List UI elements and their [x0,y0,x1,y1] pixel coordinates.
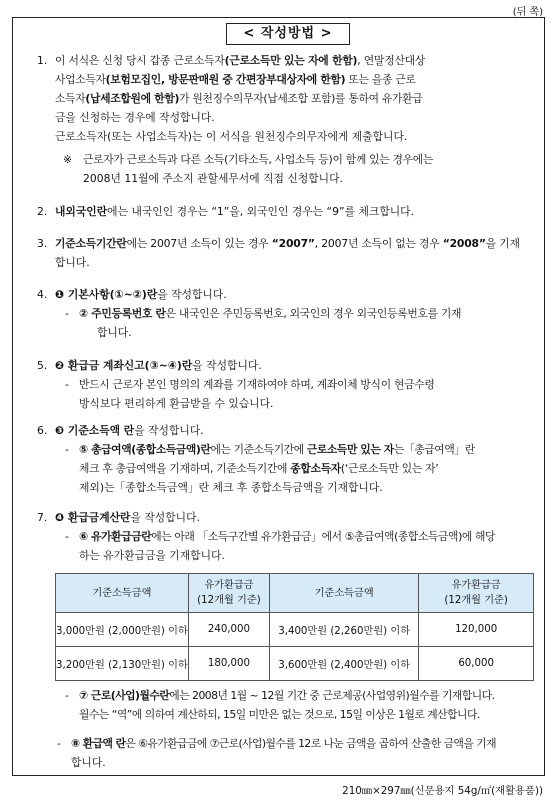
table-cell: 3,200만원 (2,130만원) 이하 [56,647,189,681]
section-6 [13,421,546,497]
s7b-line2: 월수는 “역”에 의하여 계산하되, 15일 미만은 없는 것으로, 15일 이상은 1월로 계산합니다. [79,708,480,721]
s3-text-3: 을 기재 [485,237,520,250]
s7-heading-end: 을 작성합니다. [130,511,200,524]
section-3 [13,234,546,272]
refund-amount-table [55,573,534,681]
s1-line4: 금을 신청하는 경우에 작성합니다. [55,111,215,124]
s5-heading-end: 을 작성합니다. [192,359,262,372]
paper-spec-footer: 210㎜×297㎜(신문용지 54g/㎡(재활용품)) [342,785,543,797]
s1-line5: 근로소득자(또는 사업소득자)는 이 서식을 원천징수의무자에게 제출합니다. [55,130,408,143]
header-base-income-2: 기준소득금액 [270,574,419,613]
s1-note-line1: 근로자가 근로소득과 다른 소득(기타소득, 사업소득 등)이 함께 있는 경우에는 [83,153,434,166]
s7-heading: ❹ 환급금계산란 [55,511,131,524]
s6-heading: ❸ 기준소득액 란 [55,424,135,437]
s7b-bold: ⑦ 근로(사업)월수란 [79,689,170,702]
back-side-label: (뒤 쪽) [512,7,543,18]
s1-line3-end: 가 원천징수의무자(납세조합 포함)를 통하여 유가환급 [179,92,423,105]
s2-text: 에는 내국인인 경우는 “1”을, 외국인인 경우는 “9”를 체크합니다. [107,205,415,218]
s3-text-1: 에는 2007년 소득이 있는 경우 [126,237,272,250]
dash: - [65,378,69,391]
dash: - [57,737,61,750]
table-cell: 180,000 [188,647,269,681]
table-cell: 3,600만원 (2,400만원) 이하 [270,647,419,681]
s1-line3-bold: (납세조합원에 한함) [85,92,180,105]
s5-heading: ❷ 환급금 계좌신고(③~④)란 [55,359,193,372]
table-cell: 3,400만원 (2,260만원) 이하 [270,613,419,647]
instructions-frame [12,17,545,776]
s1-line2-end: 또는 을종 근로 [345,73,416,86]
header-refund-1: 유가환급금 (12개월 기준) [188,574,269,613]
s4-line3: 합니다. [97,326,132,339]
section-number: 3. [37,237,48,250]
s5-line2: 반드시 근로자 본인 명의의 계좌를 기재하여야 하며, 계좌이체 방식이 현금수령 [79,378,435,391]
s3-line2: 합니다. [55,256,90,269]
section-4 [13,285,546,342]
s2-bold: 내외국인란 [55,205,108,218]
header-refund-2: 유가환급금 (12개월 기준) [419,574,534,613]
s5-line3: 방식보다 편리하게 환급받을 수 있습니다. [79,397,274,410]
s6-line3-text: 체크 후 총급여액을 기재하며, 기준소득기간에 [79,462,291,475]
dash: - [65,530,69,543]
header-base-income-1: 기준소득금액 [56,574,189,613]
s1-line2-text: 사업소득자 [55,73,106,86]
note-mark: ※ [63,153,73,166]
section-number: 4. [37,288,48,301]
section-5 [13,356,546,413]
s4-item-bold: ② 주민등록번호 란 [79,307,166,320]
table-cell: 120,000 [419,613,534,647]
section-number: 1. [37,54,48,67]
s6-text-1: 에는 기준소득기간에 [210,443,307,456]
s7-item-text: 에는 아래 「소득구간별 유가환급금」에서 ⑤총급여액(종합소득금액)에 해당 [151,530,495,543]
s6-item-bold: ⑤ 총급여액(종합소득금액)란 [79,443,211,456]
section-number: 6. [37,424,48,437]
s1-line1-text: 이 서식은 신청 당시 갑종 근로소득자 [55,54,225,67]
s7c-line2: 합니다. [71,756,106,769]
s7-item-bold: ⑥ 유가환급금란 [79,530,152,543]
s1-line3-text: 소득자 [55,92,86,105]
dash: - [65,689,69,702]
s3-bold: 기준소득기간란 [55,237,127,250]
s1-line1-bold: (근로소득만 있는 자에 한함) [224,54,358,67]
s6-bold-2: 근로소득만 있는 자 [306,443,394,456]
s7c-text: 은 ⑥유가환급금에 ⑦근로(사업)월수를 12로 나눈 금액을 곱하여 산출한 금액을 기재 [125,737,496,750]
table-header-row [56,574,534,613]
s3-year-2008: “2008” [442,237,486,250]
s1-line1-end: , 연말정산대상 [357,54,426,67]
s7c-bold: ⑧ 환급액 란 [71,737,126,750]
s6-text-2: 는「총급여액」란 [393,443,475,456]
table-row [56,647,534,681]
s1-note-line2: 2008년 11월에 주소지 관할세무서에 직접 신청합니다. [83,172,343,185]
s6-line4: 제외)는「종합소득금액」란 체크 후 종합소득금액을 기재합니다. [79,481,383,494]
s4-item-text: 은 내국인은 주민등록번호, 외국인의 경우 외국인등록번호를 기재 [165,307,462,320]
section-number: 7. [37,511,48,524]
s6-line3-end: (‘근로소득만 있는 자’ [340,462,439,475]
section-number: 2. [37,205,48,218]
s6-line3-bold: 종합소득자 [290,462,341,475]
s6-heading-end: 을 작성합니다. [134,424,204,437]
table-cell: 3,000만원 (2,000만원) 이하 [56,613,189,647]
s7-line3: 하는 유가환급금을 기재합니다. [79,549,225,562]
s1-line2-bold: (보험모집인, 방문판매원 중 간편장부대상자에 한함) [105,73,346,86]
s4-heading: ❶ 기본사항(①~②)란 [55,288,158,301]
s3-text-2: , 2007년 소득이 없는 경우 [314,237,443,250]
s3-year-2007: “2007” [271,237,315,250]
table-cell: 240,000 [188,613,269,647]
table-cell: 60,000 [419,647,534,681]
page-title: < 작성방법 > [226,23,350,45]
s7b-text: 에는 2008년 1월 ~ 12월 기간 중 근로제공(사업영위)월수를 기재합니다. [169,689,495,702]
s4-heading-end: 을 작성합니다. [157,288,227,301]
section-7 [13,508,546,565]
table-row [56,613,534,647]
section-2 [13,202,546,221]
section-7-months [13,686,546,724]
section-number: 5. [37,359,48,372]
dash: - [65,443,69,456]
section-1 [13,51,546,188]
section-7-refund [13,734,546,772]
dash: - [65,307,69,320]
